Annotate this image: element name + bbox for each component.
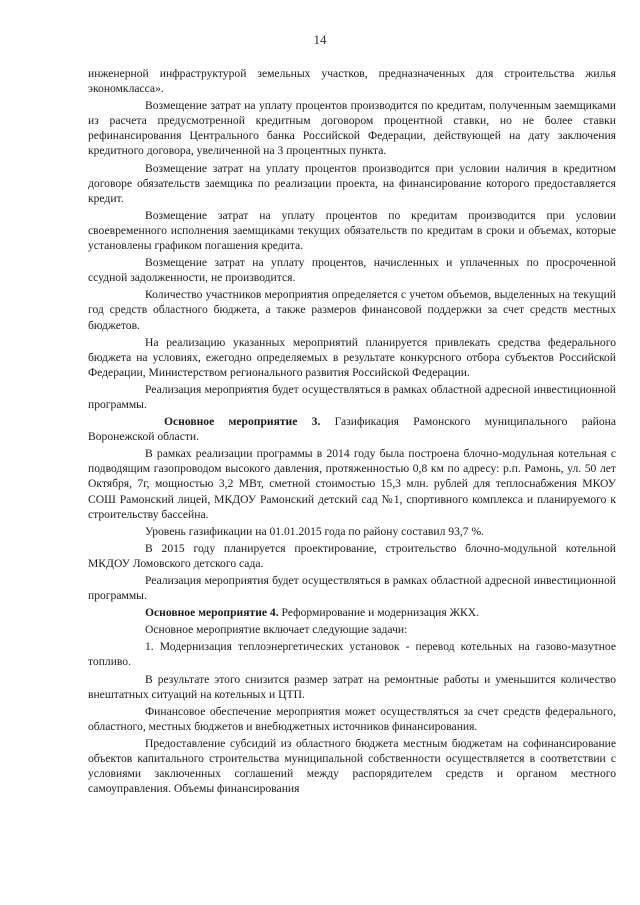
paragraph-text: Предоставление субсидий из областного бюджета местным бюджетам на софинансирование объектов капитального строительства муниципальной собственности осуществляется в соответствии с условиями заключенных соглашений между распорядителем средств и органом местного самоуправления. Объемы финансирования — [88, 736, 616, 796]
paragraph — [88, 287, 616, 332]
paragraph-text: Реализация мероприятия будет осуществляться в рамках областной адресной инвестиционной программы. — [88, 574, 616, 603]
paragraph-text: Газификация Рамонского муниципального района Воронежской области. — [88, 415, 616, 444]
paragraph-text: 1. Модернизация теплоэнергетических установок - перевод котельных на газово-мазутное топливо. — [88, 640, 616, 669]
paragraph-text: Возмещение затрат на уплату процентов, начисленных и уплаченных по просроченной ссудной задолженности, не производится. — [88, 256, 616, 285]
paragraph — [88, 672, 616, 702]
paragraph-text: В результате этого снизится размер затрат на ремонтные работы и уменьшится количество внештатных ситуаций на котельных и ЦТП. — [88, 672, 616, 701]
paragraph — [88, 605, 616, 620]
paragraph — [88, 573, 616, 603]
paragraph-text: Возмещение затрат на уплату процентов производится по кредитам, полученным заемщиками из расчета предусмотренной кредитным договором процентной ставки, но не более ставки рефинансирования Центрального банка Российской Федерации, действующей на дату заключения кредитного договора, увеличенной на 3 процентных пункта. — [88, 99, 616, 158]
paragraph-text: Возмещение затрат на уплату процентов производится при условии наличия в кредитном договоре обязательств заемщика по реализации проекта, на финансирование которого предоставляется кредит. — [88, 161, 616, 205]
paragraph-text: Возмещение затрат на уплату процентов по кредитам производится при условии своевременного исполнения заемщиками текущих обязательств по кредитам в сроки и объемах, которые установлены графиком погашения кредита. — [88, 208, 616, 253]
paragraph — [88, 414, 616, 444]
paragraph-text: инженерной инфраструктурой земельных участков, предназначенных для строительства жилья экономкласса». — [88, 67, 616, 96]
paragraph — [88, 736, 616, 796]
paragraph — [88, 208, 616, 253]
paragraph-heading: Основное мероприятие 4. — [145, 606, 279, 620]
paragraph — [88, 98, 616, 158]
paragraph-text: Реализация мероприятия будет осуществляться в рамках областной адресной инвестиционной программы. — [88, 382, 616, 411]
paragraph — [88, 541, 616, 571]
paragraph — [88, 622, 616, 637]
paragraph — [88, 66, 616, 96]
paragraph-text: На реализацию указанных мероприятий планируется привлекать средства федерального бюджета на условиях, ежегодно определяемых в результате конкурсного отбора субъектов Российской Федерации, Министерством регионального развития Российской Федерации. — [88, 335, 616, 379]
paragraph — [88, 382, 616, 412]
paragraph — [88, 335, 616, 380]
paragraph-text: Уровень газификации на 01.01.2015 года по району составил 93,7 %. — [145, 524, 485, 538]
paragraph-text: Количество участников мероприятия определяется с учетом объемов, выделенных на текущий год средств областного бюджета, а также размеров финансовой поддержки за счет средств местных бюджетов. — [88, 288, 616, 332]
paragraph — [88, 524, 616, 539]
page-number: 14 — [313, 32, 327, 47]
document-body — [88, 66, 616, 798]
paragraph-heading: Основное мероприятие 3. — [164, 415, 321, 429]
paragraph-text: Основное мероприятие включает следующие задачи: — [145, 623, 408, 637]
paragraph — [88, 639, 616, 669]
paragraph-text: Реформирование и модернизация ЖКХ. — [278, 606, 480, 620]
paragraph — [88, 161, 616, 206]
paragraph-text: В 2015 году планируется проектирование, строительство блочно-модульной котельной МКДОУ Ломовского детского сада. — [88, 541, 616, 570]
paragraph — [88, 255, 616, 285]
paragraph — [88, 704, 616, 734]
paragraph-text: В рамках реализации программы в 2014 году была построена блочно-модульная котельная с подводящим газопроводом высокого давления, протяженностью 0,8 км по адресу: р.п. Рамонь, ул. 50 лет Октября, 7г, мощностью 3,2 МВт, сметной стоимостью 15,3 млн. рублей для теплоснабжения МКОУ СОШ Рамонский лицей, МКДОУ Рамонский детский сад №1, спортивного комплекса и планируемого к строительству бассейна. — [88, 447, 616, 521]
paragraph-text: Финансовое обеспечение мероприятия может осуществляться за счет средств федерального, областного, местных бюджетов и внебюджетных источников финансирования. — [88, 704, 616, 733]
paragraph — [88, 446, 616, 521]
